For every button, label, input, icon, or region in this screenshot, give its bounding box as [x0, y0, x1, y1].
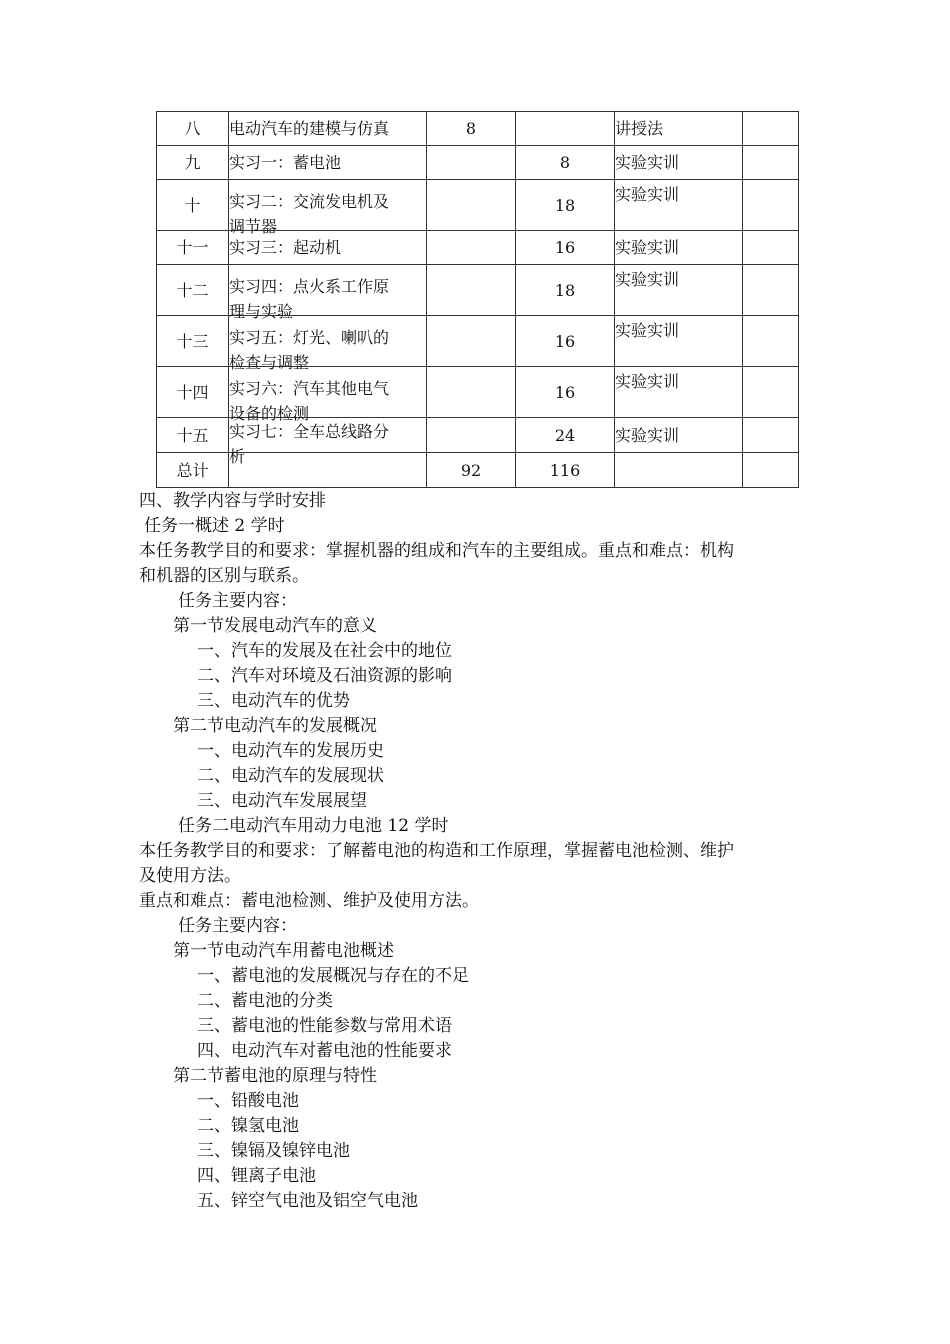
- row-name-line: 检查与调整: [229, 352, 310, 372]
- theory-hours-cell: [427, 146, 516, 180]
- task2-title: 任务二电动汽车用动力电池 12 学时: [178, 816, 449, 836]
- row-name-line: 实习五：灯光、喇叭的: [229, 327, 390, 347]
- row-number-cell: 十: [157, 180, 229, 231]
- t2-section1-title: 第一节电动汽车用蓄电池概述: [173, 941, 394, 961]
- row-name-line: 实习六：汽车其他电气: [229, 378, 390, 398]
- table-row: [157, 112, 799, 146]
- course-schedule-table: [156, 111, 799, 488]
- row-name-cell: [229, 146, 427, 180]
- row-number-cell: 十三: [157, 316, 229, 367]
- row-number-cell: 九: [157, 146, 229, 180]
- row-number-cell: 总计: [157, 453, 229, 488]
- table-row: [157, 265, 799, 316]
- row-name-line: 调节器: [229, 216, 278, 236]
- row-name-cell: [229, 453, 427, 488]
- theory-hours-cell: [427, 231, 516, 265]
- table-body: [157, 112, 799, 488]
- t1-s1-item2: 二、汽车对环境及石油资源的影响: [197, 666, 452, 686]
- method-cell: 实验实训: [615, 231, 743, 265]
- section-heading: 四、教学内容与学时安排: [139, 491, 326, 511]
- note-cell: [743, 265, 799, 316]
- t2-s2-item1: 一、铅酸电池: [197, 1091, 299, 1111]
- row-number-cell: 十五: [157, 418, 229, 453]
- task2-main-label: 任务主要内容：: [178, 916, 297, 936]
- row-name-text: [229, 376, 426, 423]
- task1-goal-line2: 和机器的区别与联系。: [139, 566, 309, 586]
- t1-s1-item1: 一、汽车的发展及在社会中的地位: [197, 641, 452, 661]
- t2-s1-item2: 二、蓄电池的分类: [197, 991, 333, 1011]
- t1-s2-item1: 一、电动汽车的发展历史: [197, 741, 384, 761]
- t2-s2-item4: 四、锂离子电池: [197, 1166, 316, 1186]
- row-name-cell: [229, 112, 427, 146]
- table-row: [157, 453, 799, 488]
- theory-hours-cell: [427, 316, 516, 367]
- row-name-line: 电动汽车的建模与仿真: [229, 119, 390, 138]
- practice-hours-cell: 24: [516, 418, 615, 453]
- row-name-cell: [229, 231, 427, 265]
- theory-hours-cell: [427, 418, 516, 453]
- row-number-cell: 八: [157, 112, 229, 146]
- t2-s1-item3: 三、蓄电池的性能参数与常用术语: [197, 1016, 452, 1036]
- task2-key-points: 重点和难点：蓄电池检测、维护及使用方法。: [139, 891, 479, 911]
- t2-s2-item5: 五、锌空气电池及铝空气电池: [197, 1191, 418, 1211]
- task1-title: 任务一概述 2 学时: [144, 516, 285, 536]
- practice-hours-cell: 8: [516, 146, 615, 180]
- theory-hours-cell: [427, 265, 516, 316]
- row-name-cell: [229, 180, 427, 236]
- task2-goal-line2: 及使用方法。: [139, 866, 241, 886]
- task1-main-label: 任务主要内容：: [178, 591, 297, 611]
- row-number-cell: 十一: [157, 231, 229, 265]
- practice-hours-cell: 16: [516, 316, 615, 367]
- row-number-cell: 十四: [157, 367, 229, 418]
- t2-s2-item3: 三、镍镉及镍锌电池: [197, 1141, 350, 1161]
- practice-hours-cell: [516, 112, 615, 146]
- row-name-line: 析: [229, 446, 246, 466]
- method-cell: 实验实训: [615, 367, 743, 418]
- practice-hours-cell: 18: [516, 265, 615, 316]
- table-row: [157, 146, 799, 180]
- table-row: [157, 180, 799, 231]
- method-cell: 实验实训: [615, 265, 743, 316]
- theory-hours-cell: 8: [427, 112, 516, 146]
- method-cell: 实验实训: [615, 316, 743, 367]
- row-name-cell: [229, 418, 427, 466]
- practice-hours-cell: 116: [516, 453, 615, 488]
- theory-hours-cell: [427, 367, 516, 418]
- t1-s2-item3: 三、电动汽车发展展望: [197, 791, 367, 811]
- row-number-cell: 十二: [157, 265, 229, 316]
- t2-s1-item1: 一、蓄电池的发展概况与存在的不足: [197, 966, 469, 986]
- row-name-line: 实习一：蓄电池: [229, 153, 342, 172]
- table-row: [157, 418, 799, 453]
- t2-s1-item4: 四、电动汽车对蓄电池的性能要求: [197, 1041, 452, 1061]
- note-cell: [743, 231, 799, 265]
- theory-hours-cell: [427, 180, 516, 231]
- theory-hours-cell: 92: [427, 453, 516, 488]
- method-cell: 讲授法: [615, 112, 743, 146]
- row-name-line: 实习四：点火系工作原: [229, 276, 390, 296]
- practice-hours-cell: 16: [516, 367, 615, 418]
- row-name-line: 理与实验: [229, 301, 294, 321]
- row-name-text: [229, 274, 426, 321]
- t1-s2-item2: 二、电动汽车的发展现状: [197, 766, 384, 786]
- note-cell: [743, 180, 799, 231]
- note-cell: [743, 367, 799, 418]
- note-cell: [743, 112, 799, 146]
- note-cell: [743, 453, 799, 488]
- t1-section1-title: 第一节发展电动汽车的意义: [173, 616, 377, 636]
- row-name-line: 实习七：全车总线路分: [229, 421, 390, 441]
- t2-section2-title: 第二节蓄电池的原理与特性: [173, 1066, 377, 1086]
- row-name-text: [229, 419, 426, 466]
- row-name-line: 实习二：交流发电机及: [229, 191, 390, 211]
- t2-s2-item2: 二、镍氢电池: [197, 1116, 299, 1136]
- note-cell: [743, 418, 799, 453]
- practice-hours-cell: 18: [516, 180, 615, 231]
- row-name-text: [229, 150, 426, 175]
- note-cell: [743, 316, 799, 367]
- row-name-text: [229, 325, 426, 372]
- row-name-text: [229, 189, 426, 236]
- note-cell: [743, 146, 799, 180]
- task2-goal-line1: 本任务教学目的和要求：了解蓄电池的构造和工作原理，掌握蓄电池检测、维护: [139, 841, 734, 861]
- table-row: [157, 231, 799, 265]
- t1-section2-title: 第二节电动汽车的发展概况: [173, 716, 377, 736]
- method-cell: 实验实训: [615, 146, 743, 180]
- row-name-cell: [229, 265, 427, 321]
- method-cell: 实验实训: [615, 418, 743, 453]
- practice-hours-cell: 16: [516, 231, 615, 265]
- method-cell: [615, 453, 743, 488]
- row-name-text: [229, 116, 426, 141]
- task1-goal-line1: 本任务教学目的和要求：掌握机器的组成和汽车的主要组成。重点和难点：机构: [139, 541, 734, 561]
- t1-s1-item3: 三、电动汽车的优势: [197, 691, 350, 711]
- row-name-line: 设备的检测: [229, 403, 310, 423]
- row-name-text: [229, 235, 426, 260]
- row-name-line: 实习三：起动机: [229, 238, 342, 257]
- method-cell: 实验实训: [615, 180, 743, 231]
